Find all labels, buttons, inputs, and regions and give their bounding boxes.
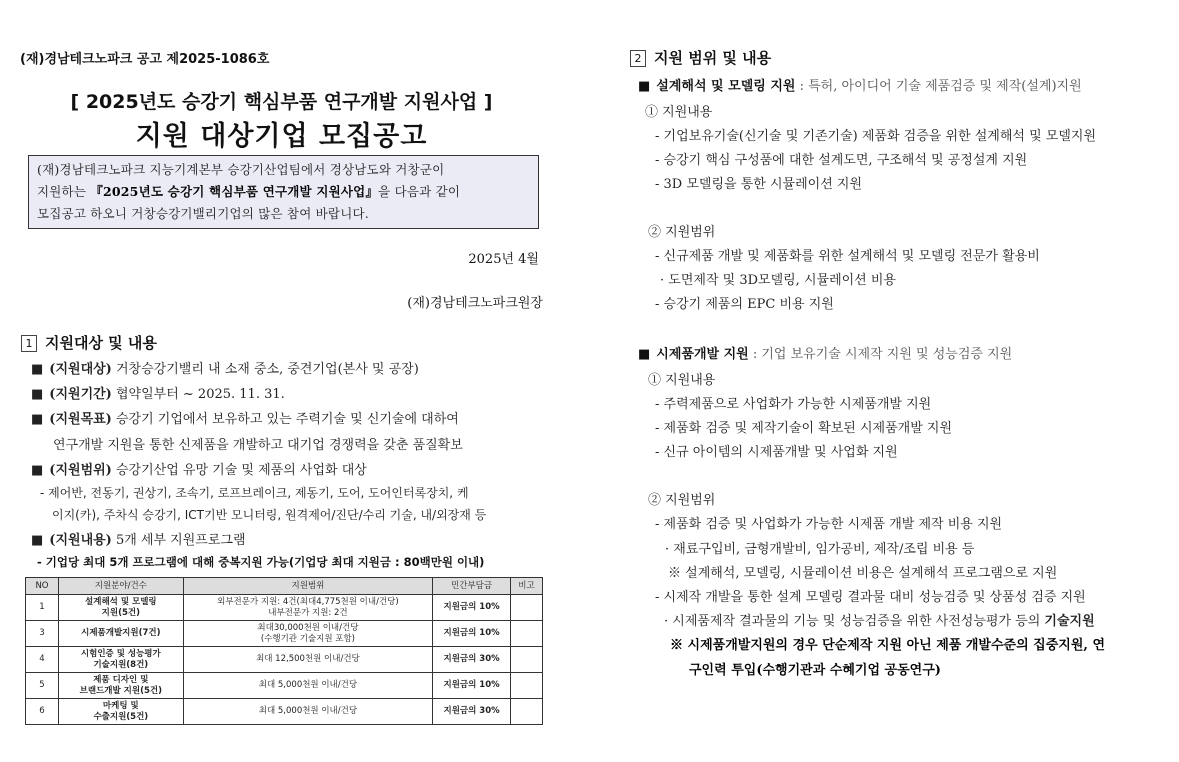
section-2-number: 2 — [630, 50, 646, 67]
support-period — [31, 383, 285, 402]
row-share: 지원금의 30% — [433, 647, 511, 673]
table-header-row — [26, 578, 543, 595]
support-content-text: 5개 세부 지원프로그램 — [111, 533, 246, 548]
issuer: (재)경남테크노파크원장 — [407, 296, 543, 311]
prototype-note-2: 구인력 투입(수행기관과 수혜기업 공동연구) — [689, 663, 941, 678]
support-scope-text: 승강기산업 유망 기술 및 제품의 사업화 대상 — [111, 463, 367, 478]
support-period-text: 협약일부터 ~ 2025. 11. 31. — [111, 387, 285, 402]
row-note — [511, 647, 543, 673]
row-share: 지원금의 30% — [433, 699, 511, 725]
row-field-line: 기술지원(8건) — [93, 659, 149, 670]
row-scope-line: 최대 12,500천원 이내/건당 — [256, 654, 360, 664]
list-item: ※ 설계해석, 모델링, 시뮬레이션 비용은 설계해석 프로그램으로 지원 — [668, 566, 1058, 581]
row-field — [58, 699, 183, 725]
section-1-number: 1 — [21, 335, 37, 352]
row-no: 6 — [26, 699, 59, 725]
support-goal — [31, 408, 459, 427]
list-item: - 3D 모델링을 통한 시뮬레이션 지원 — [655, 177, 863, 192]
row-scope — [183, 699, 432, 725]
table-row — [26, 621, 543, 647]
row-share: 지원금의 10% — [433, 621, 511, 647]
designsim-sub2-title: ② 지원범위 — [648, 225, 716, 240]
intro-line-3: 모집공고 하오니 거창승강기밸리기업의 많은 참여 바랍니다. — [37, 206, 369, 221]
row-scope-line: 외부전문가 지원: 4건(최대4,775천원 이내/건당) — [217, 596, 399, 607]
program-table — [25, 577, 543, 725]
row-scope — [183, 595, 432, 621]
row-field-line: 시험인증 및 성능평가 — [80, 648, 161, 659]
table-row — [26, 673, 543, 699]
support-target — [31, 358, 419, 377]
row-field — [58, 647, 183, 673]
table-header: NO — [26, 578, 59, 595]
intro-line-2 — [37, 181, 530, 203]
intro-line-2-post: 을 다음과 같이 — [378, 184, 461, 199]
table-header: 지원범위 — [183, 578, 432, 595]
designsim-heading — [638, 75, 1082, 94]
list-item: - 승강기 제품의 EPC 비용 지원 — [655, 297, 834, 312]
row-scope-line: (수행기관 기술지원 포함) — [260, 633, 355, 644]
list-item-bold: 기술지원 — [1044, 614, 1095, 629]
table-header: 민간부담금 — [433, 578, 511, 595]
content-note: - 기업당 최대 5개 프로그램에 대해 중복지원 가능(기업당 최대 지원금 : 80백만원 이내) — [37, 555, 485, 569]
support-content-label: (지원내용) — [49, 533, 112, 548]
list-item: - 제품화 검증 및 제작기술이 확보된 시제품개발 지원 — [655, 421, 953, 436]
row-scope-line: 최대 5,000천원 이내/건당 — [258, 706, 358, 716]
square-bullet-icon: ■ — [31, 463, 44, 478]
row-field-line: 시제품개발지원(7건) — [81, 628, 161, 638]
row-scope — [183, 621, 432, 647]
support-target-label: (지원대상) — [49, 362, 112, 377]
row-scope-line: 내부전문가 지원: 2건 — [268, 607, 348, 618]
row-share: 지원금의 10% — [433, 595, 511, 621]
designsim-sub1-title: ① 지원내용 — [645, 105, 713, 120]
row-field-line: 설계해석 및 모델링 — [85, 596, 157, 607]
square-bullet-icon: ■ — [31, 533, 44, 548]
square-bullet-icon: ■ — [638, 347, 651, 362]
row-note — [511, 621, 543, 647]
list-item: - 시제작 개발을 통한 설계 모델링 결과물 대비 성능검증 및 상품성 검증 지원 — [655, 590, 1086, 605]
support-target-text: 거창승강기밸리 내 소재 중소, 중견기업(본사 및 공장) — [111, 362, 419, 377]
support-goal-label: (지원목표) — [49, 412, 112, 427]
list-item: - 기업보유기술(신기술 및 기존기술) 제품화 검증을 위한 설계해석 및 모델지원 — [655, 129, 1097, 144]
table-row — [26, 647, 543, 673]
intro-line-2-bold: 『2025년도 승강기 핵심부품 연구개발 지원사업』 — [90, 184, 379, 199]
list-item: - 주력제품으로 사업화가 가능한 시제품개발 지원 — [655, 397, 932, 412]
row-note — [511, 699, 543, 725]
row-field — [58, 595, 183, 621]
notice-date: 2025년 4월 — [468, 252, 539, 267]
table-row — [26, 699, 543, 725]
support-goal-text: 승강기 기업에서 보유하고 있는 주력기술 및 신기술에 대하여 — [111, 412, 459, 427]
intro-line-2-pre: 지원하는 — [37, 184, 91, 199]
prototype-sub1-title: ① 지원내용 — [648, 373, 716, 388]
prototype-sub2-title: ② 지원범위 — [648, 493, 716, 508]
support-scope — [31, 459, 367, 478]
title-line-1: [ 2025년도 승강기 핵심부품 연구개발 지원사업 ] — [70, 91, 493, 113]
section-2-title: 지원 범위 및 내용 — [654, 49, 772, 67]
row-scope-line: 최대 5,000천원 이내/건당 — [258, 680, 358, 690]
list-item: · 재료구입비, 금형개발비, 임가공비, 제작/조립 비용 등 — [665, 542, 975, 557]
list-item: - 신규제품 개발 및 제품화를 위한 설계해석 및 모델링 전문가 활용비 — [655, 249, 1040, 264]
support-period-label: (지원기간) — [49, 387, 112, 402]
list-item: - 제품화 검증 및 사업화가 가능한 시제품 개발 제작 비용 지원 — [655, 517, 1003, 532]
prototype-text: : 기업 보유기술 시제작 지원 및 성능검증 지원 — [748, 347, 1013, 362]
row-field-line: 수출지원(5건) — [93, 711, 149, 722]
row-scope — [183, 647, 432, 673]
prototype-label: 시제품개발 지원 — [656, 347, 749, 362]
table-header: 지원분야/건수 — [58, 578, 183, 595]
square-bullet-icon: ■ — [31, 362, 44, 377]
support-content — [31, 529, 246, 548]
list-item — [664, 610, 1095, 629]
row-field-line: 지원(5건) — [101, 607, 140, 618]
notice-number: (재)경남테크노파크 공고 제2025-1086호 — [20, 52, 270, 67]
row-field-line: 마케팅 및 — [102, 700, 139, 711]
prototype-heading — [638, 343, 1012, 362]
list-item: - 승강기 핵심 구성품에 대한 설계도면, 구조해석 및 공정설계 지원 — [655, 153, 1028, 168]
scope-detail-2: 이지(카), 주차식 승강기, ICT기반 모니터링, 원격제어/진단/수리 기술, 내/외장재 등 — [52, 508, 487, 522]
square-bullet-icon: ■ — [31, 412, 44, 427]
prototype-note-1: ※ 시제품개발지원의 경우 단순제작 지원 아닌 제품 개발수준의 집중지원, 연 — [670, 638, 1105, 653]
row-note — [511, 595, 543, 621]
section-1-title: 지원대상 및 내용 — [45, 334, 157, 352]
row-scope-line: 최대30,000천원 이내/건당 — [257, 622, 359, 633]
section-2-heading — [630, 47, 771, 68]
row-note — [511, 673, 543, 699]
list-item: · 도면제작 및 3D모델링, 시뮬레이션 비용 — [660, 273, 896, 288]
support-scope-label: (지원범위) — [49, 463, 112, 478]
row-no: 5 — [26, 673, 59, 699]
page-title: 지원 대상기업 모집공고 — [135, 121, 428, 152]
section-1-heading — [21, 332, 157, 353]
square-bullet-icon: ■ — [638, 79, 651, 94]
row-scope — [183, 673, 432, 699]
designsim-label: 설계해석 및 모델링 지원 — [656, 79, 796, 94]
row-no: 3 — [26, 621, 59, 647]
table-header: 비고 — [511, 578, 543, 595]
intro-box — [28, 155, 539, 229]
row-field — [58, 673, 183, 699]
row-no: 4 — [26, 647, 59, 673]
square-bullet-icon: ■ — [31, 387, 44, 402]
intro-line-1: (재)경남테크노파크 지능기계본부 승강기산업팀에서 경상남도와 거창군이 — [37, 162, 445, 177]
row-field-line: 제품 디자인 및 — [93, 674, 149, 685]
list-item-text: · 시제품제작 결과물의 기능 및 성능검증을 위한 사전성능평가 등의 — [664, 614, 1045, 629]
row-field — [58, 621, 183, 647]
table-row — [26, 595, 543, 621]
scope-detail-1: - 제어반, 전동기, 권상기, 조속기, 로프브레이크, 제동기, 도어, 도어인터록장치, 케 — [40, 486, 469, 500]
row-field-line: 브랜드개발 지원(5건) — [79, 685, 162, 696]
list-item: - 신규 아이템의 시제품개발 및 사업화 지원 — [655, 445, 898, 460]
designsim-text: : 특허, 아이디어 기술 제품검증 및 제작(설계)지원 — [795, 79, 1082, 94]
row-share: 지원금의 10% — [433, 673, 511, 699]
row-no: 1 — [26, 595, 59, 621]
support-goal-cont: 연구개발 지원을 통한 신제품을 개발하고 대기업 경쟁력을 갖춘 품질확보 — [53, 438, 463, 453]
